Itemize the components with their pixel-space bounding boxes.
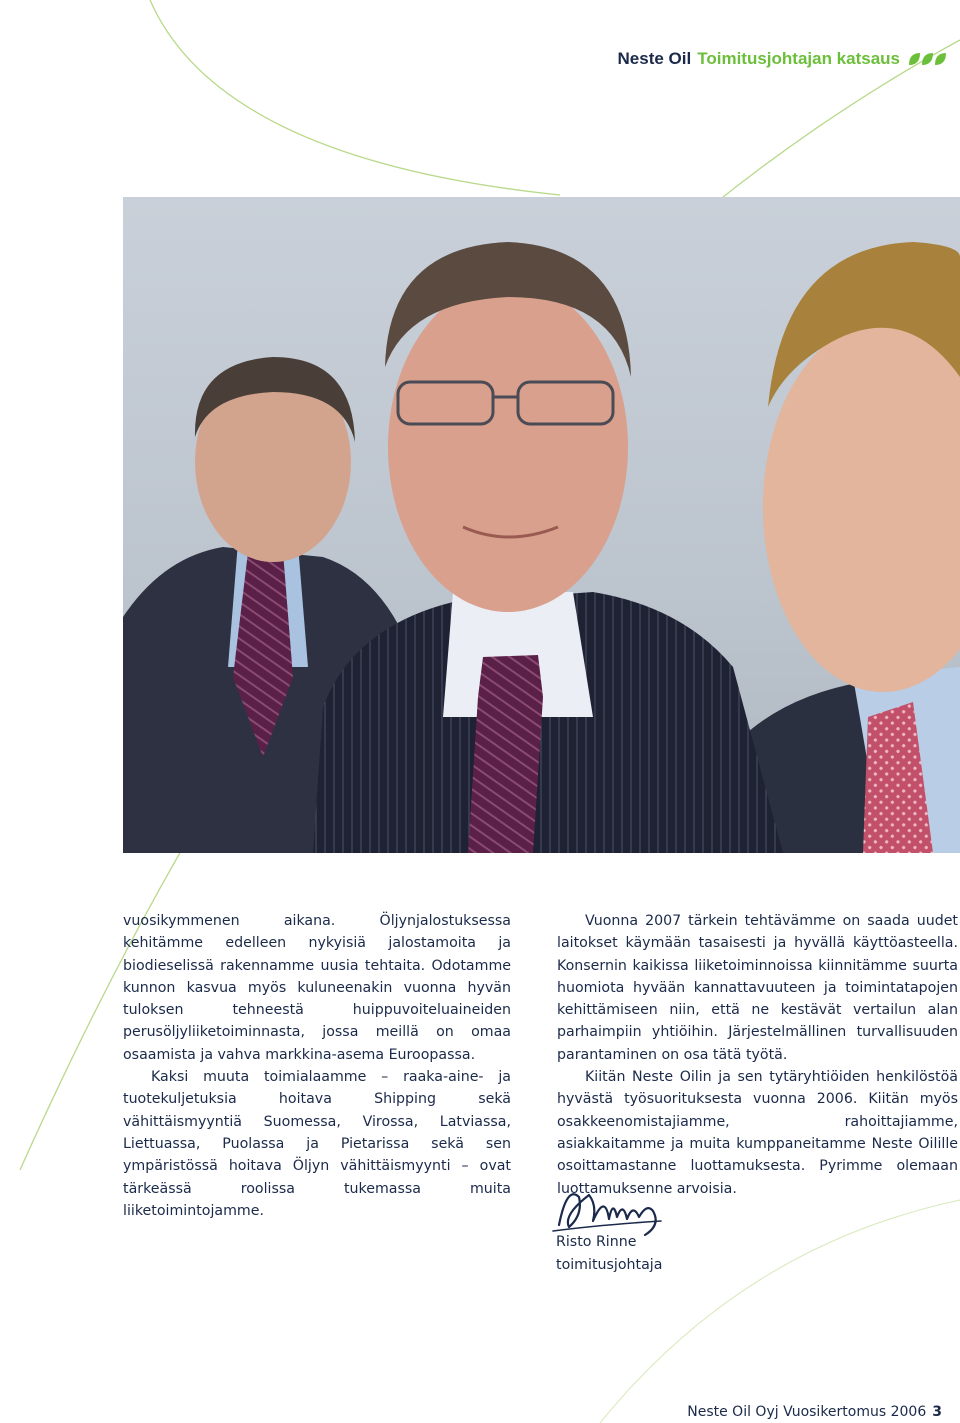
- right-text-column: [557, 910, 958, 1200]
- center-person: [313, 242, 783, 853]
- page-number: 3: [932, 1404, 942, 1420]
- section-title: Toimitusjohtajan katsaus: [697, 49, 900, 68]
- left-text-column: [123, 910, 511, 1222]
- paragraph: Kaksi muuta toimialaamme – raaka-aine- ja tuotekuljetuksia hoitava Shipping sekä vähittäismyyntiä Suomessa, Virossa, Latviassa, Liettuassa, Puolassa ja Pietarissa sekä sen ympäristössä hoitava Öljyn vähittäismyynti – ovat tärkeässä roolissa tukemassa muita liiketoimintojamme.: [123, 1069, 511, 1219]
- page-header: [618, 49, 948, 69]
- curve-top-left: [150, 0, 560, 195]
- leaf-logo-icon: [908, 52, 948, 66]
- executives-photo: [123, 197, 960, 853]
- signer-title: toimitusjohtaja: [556, 1257, 663, 1273]
- paragraph: vuosikymmenen aikana. Öljynjalostuksessa kehitämme edelleen nykyisiä jalostamoita ja biodieselissä rakennamme uusia tehtaita. Odotamme kunnon kasvua myös kuluneenakin vuonna hyvän tuloksen tehneestä huippuvoiteluaineiden perusöljyliiketoiminnasta, jossa meillä on omaa osaamista ja vahva markkina-asema Euroopassa.: [123, 913, 511, 1063]
- paragraph: Kiitän Neste Oilin ja sen tytäryhtiöiden henkilöstöä hyvästä työsuorituksesta vuonna 2006. Kiitän myös osakkeenomistajiamme, rahoittajiamme, asiakkaitamme ja muita kumppaneitamme Neste Oilille osoittamastanne luottamuksesta. Pyrimme olemaan luottamuksenne arvoisia.: [557, 1069, 958, 1197]
- signer-name: Risto Rinne: [556, 1234, 637, 1250]
- publication-title: Neste Oil Oyj Vuosikertomus 2006: [687, 1404, 927, 1420]
- paragraph: Vuonna 2007 tärkein tehtävämme on saada uudet laitokset käymään tasaisesti ja hyvällä käyttöasteella. Konsernin kaikissa liiketoiminnoissa kiinnitämme suurta huomiota hyvään kannattavuuteen ja toimintatapojen kehittämiseen niin, että ne kestävät vertailun alan parhaimpiin yhtiöihin. Järjestelmällinen turvallisuuden parantaminen on osa tätä työtä.: [557, 913, 958, 1063]
- brand-name: Neste Oil: [617, 49, 692, 68]
- page-footer: [687, 1404, 942, 1420]
